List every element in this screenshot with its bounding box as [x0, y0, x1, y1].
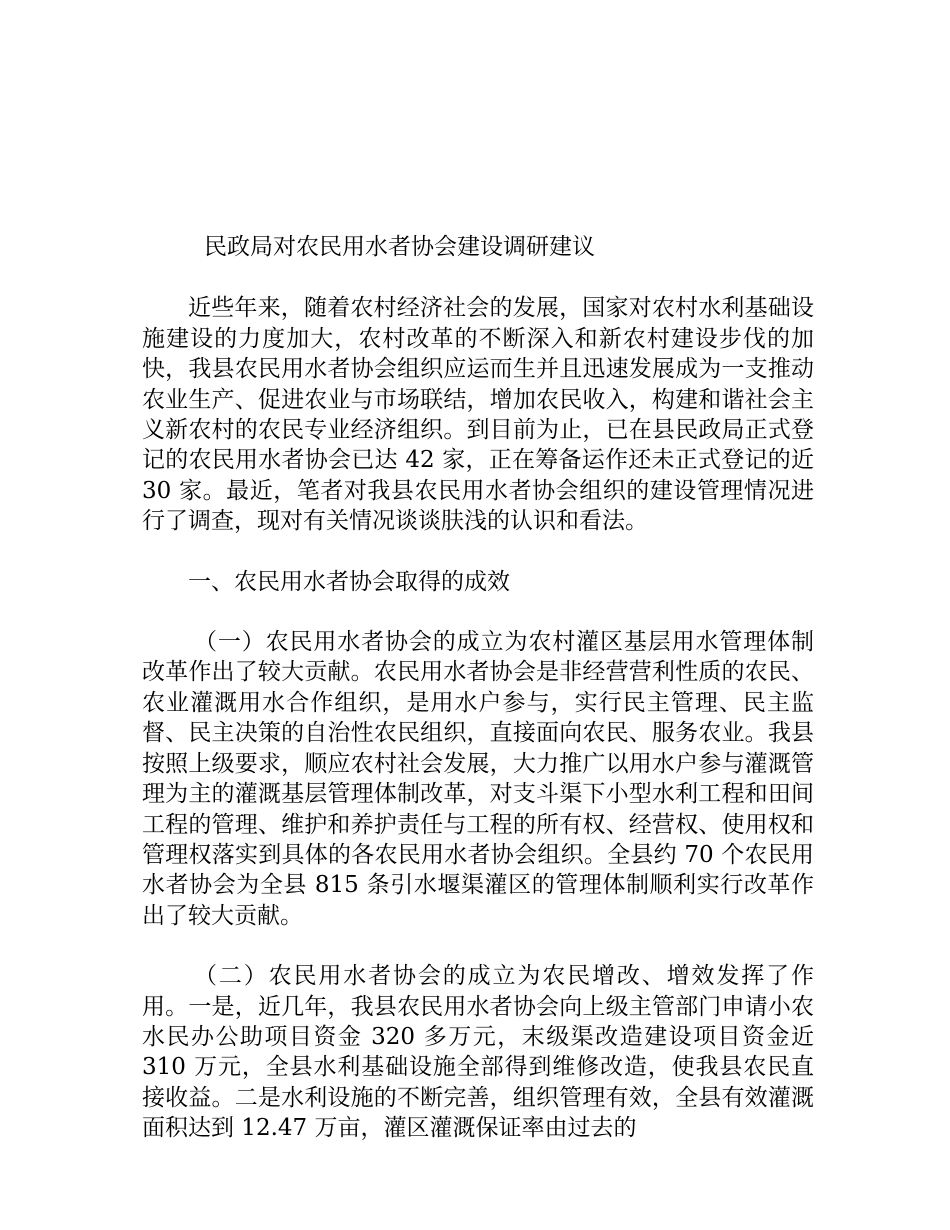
intro-paragraph: 近些年来，随着农村经济社会的发展，国家对农村水利基础设施建设的力度加大，农村改革的不断深入和新农村建设步伐的加快，我县农民用水者协会组织应运而生并且迅速发展成为一支推动农业生产、促进农业与市场联结，增加农民收入，构建和谐社会主义新农村的农民专业经济组织。到目前为止，已在县民政局正式登记的农民用水者协会已达 42 家，正在筹备运作还未正式登记的近 30 家。最近，笔者对我县农民用水者协会组织的建设管理情况进行了调查，现对有关情况谈谈肤浅的认识和看法。	[142, 295, 814, 535]
point-one-paragraph: （一）农民用水者协会的成立为农村灌区基层用水管理体制改革作出了较大贡献。农民用水者协会是非经营营利性质的农民、农业灌溉用水合作组织，是用水户参与，实行民主管理、民主监督、民主决策的自治性农民组织，直接面向农民、服务农业。我县按照上级要求，顺应农村社会发展，大力推广以用水户参与灌溉管理为主的灌溉基层管理体制改革，对支斗渠下小型水利工程和田间工程的管理、维护和养护责任与工程的所有权、经营权、使用权和管理权落实到具体的各农民用水者协会组织。全县约 70 个农民用水者协会为全县 815 条引水堰渠灌区的管理体制顺利实行改革作出了较大贡献。	[142, 629, 814, 929]
point-two-paragraph: （二）农民用水者协会的成立为农民增改、增效发挥了作用。一是，近几年，我县农民用水者协会向上级主管部门申请小农水民办公助项目资金 320 多万元，末级渠改造建设项目资金近 310 万元，全县水利基础设施全部得到维修改造，使我县农民直接收益。二是水利设施的不断完善，组织管理有效，全县有效灌溉面积达到 12.47 万亩，灌区灌溉保证率由过去的	[142, 963, 814, 1142]
document-title: 民政局对农民用水者协会建设调研建议	[204, 234, 595, 260]
section-heading: 一、农民用水者协会取得的成效	[188, 568, 510, 595]
document-body	[142, 232, 814, 1174]
